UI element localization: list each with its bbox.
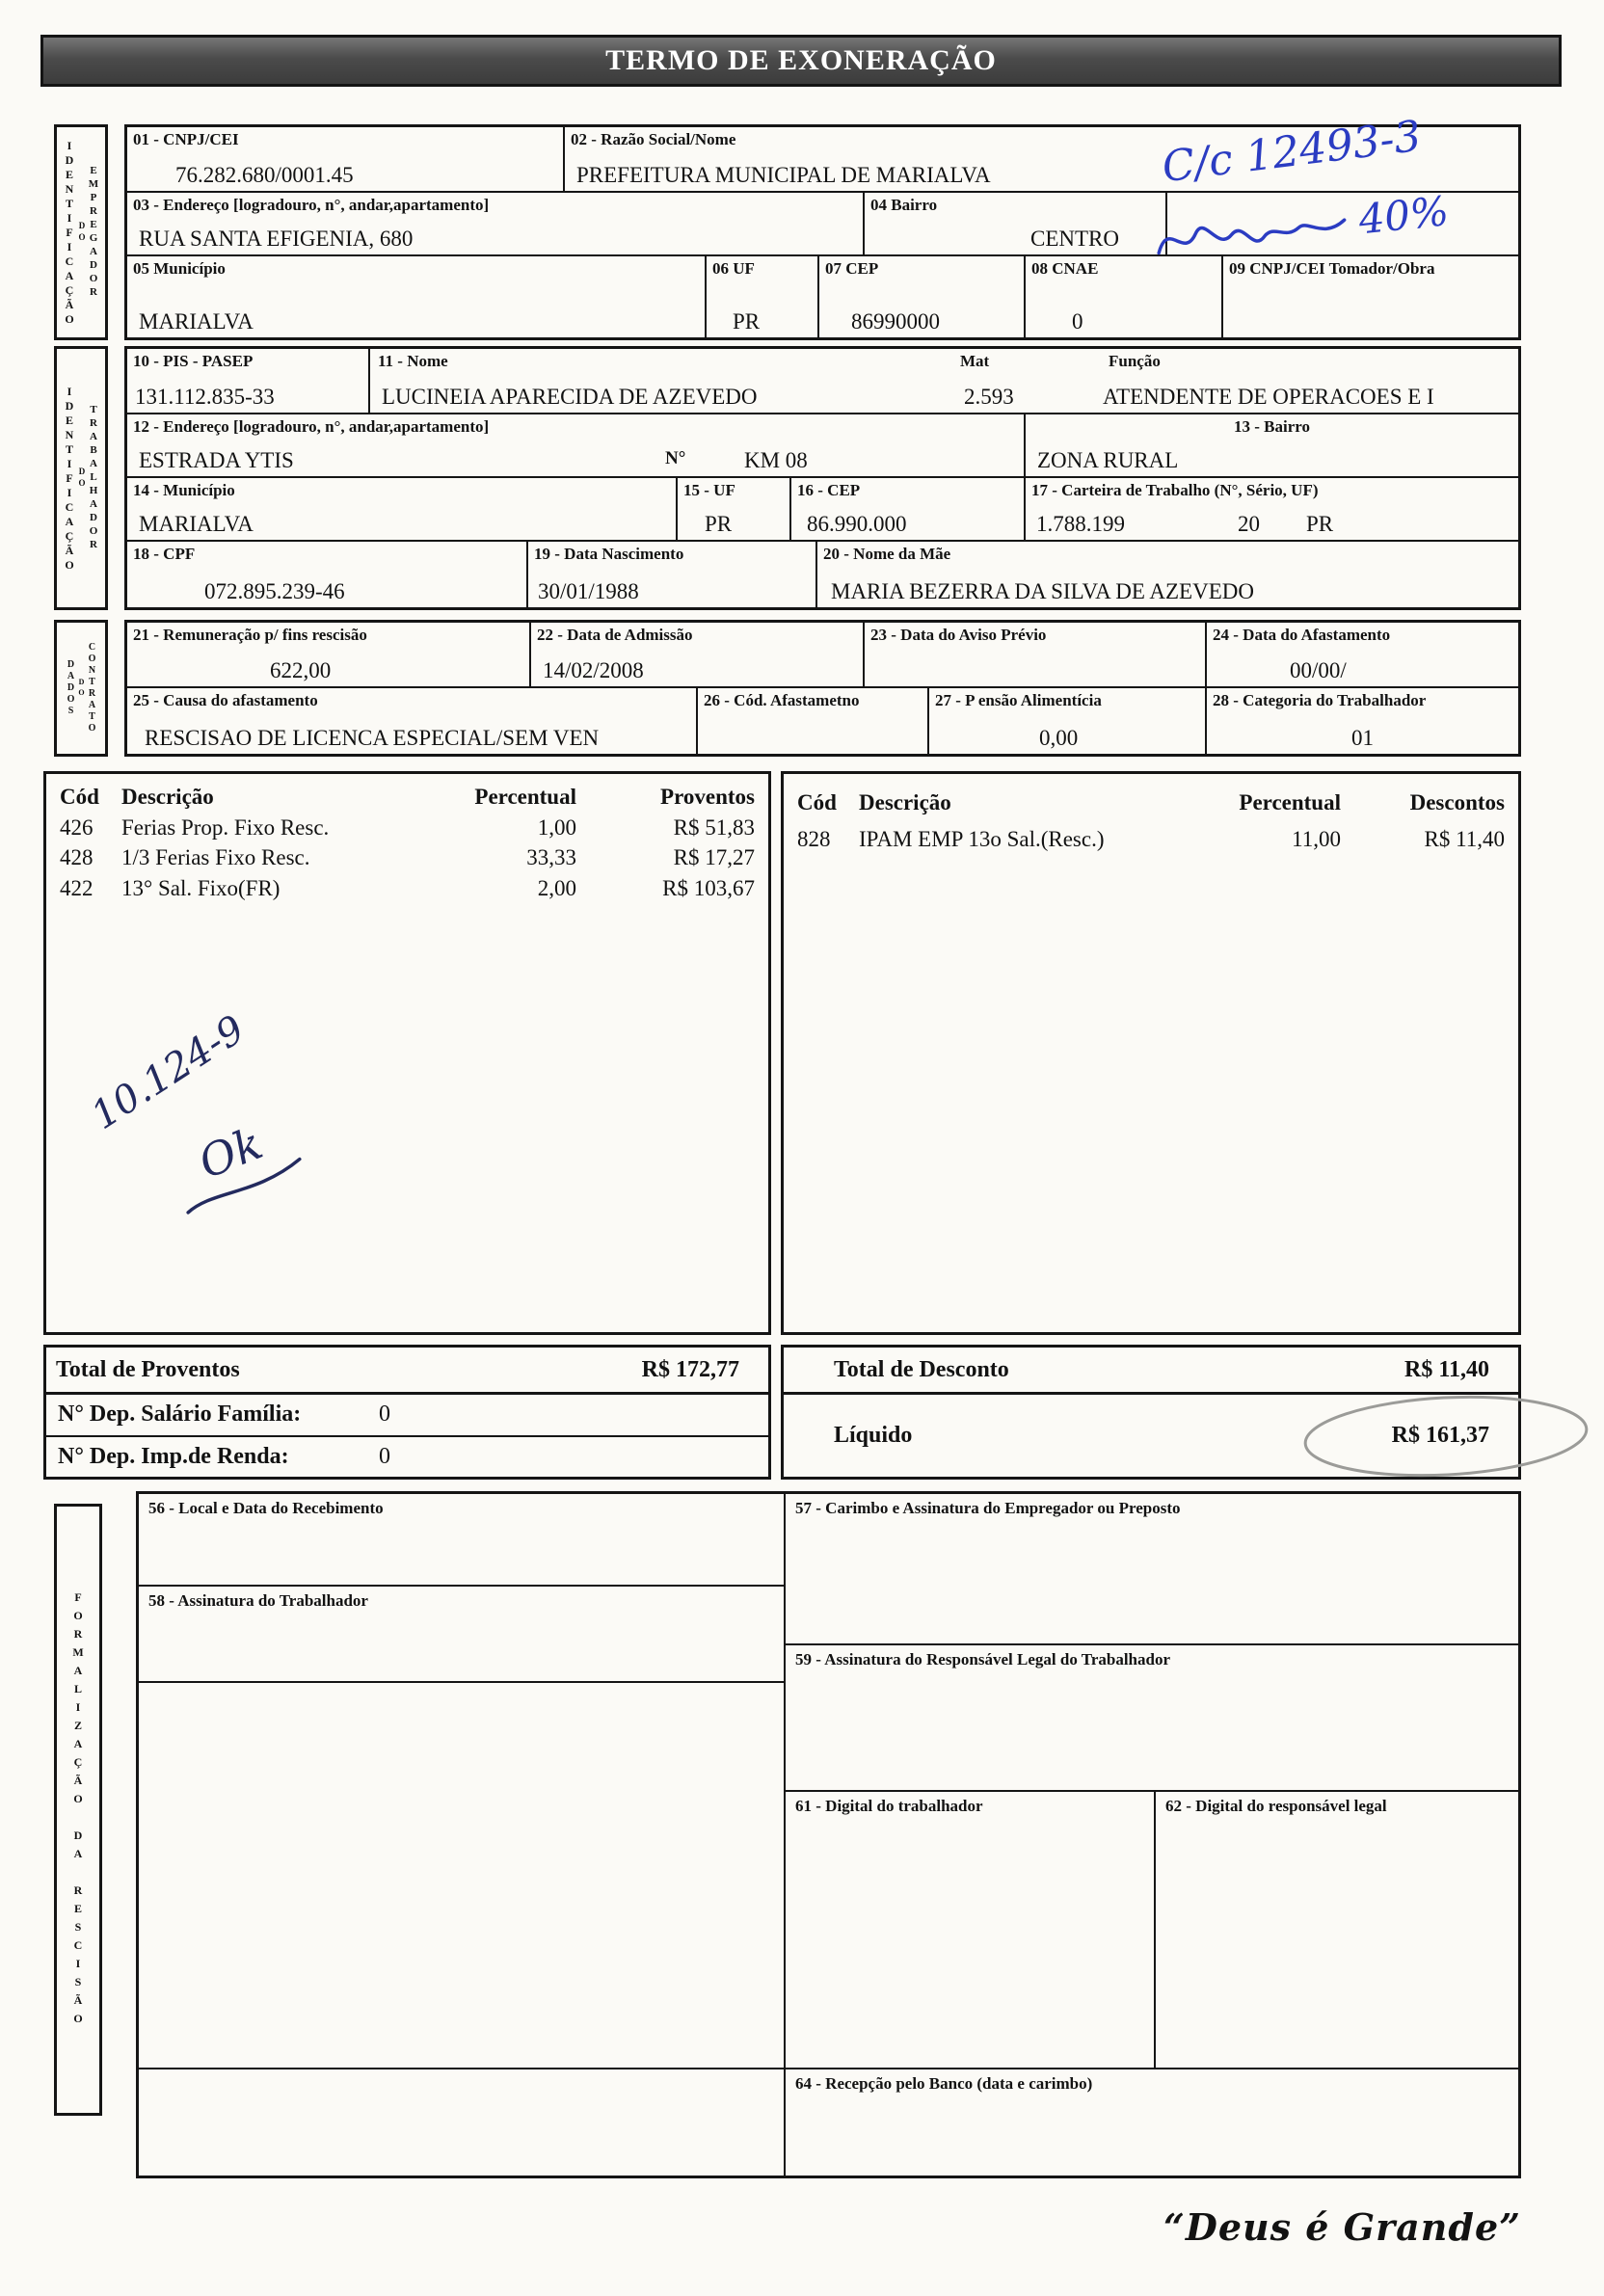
- handwritten-account-number: C/c 12493-3: [1159, 111, 1425, 193]
- field-03-value: RUA SANTA EFIGENIA, 680: [139, 226, 414, 251]
- field-09-label: 09 CNPJ/CEI Tomador/Obra: [1229, 259, 1435, 278]
- proventos-header-perc: Percentual: [474, 785, 576, 809]
- field-14-value: MARIALVA: [139, 511, 254, 536]
- field-24-label: 24 - Data do Afastamento: [1213, 626, 1391, 644]
- box-57-label: 57 - Carimbo e Assinatura do Empregador ou Preposto: [795, 1499, 1181, 1517]
- row-desc: 13° Sal. Fixo(FR): [121, 876, 281, 901]
- field-27-label: 27 - P ensão Alimentícia: [935, 691, 1102, 709]
- field-01-cnpj: [127, 127, 563, 191]
- field-08-label: 08 CNAE: [1031, 259, 1099, 278]
- field-28-value: 01: [1351, 725, 1374, 750]
- field-numero-value: KM 08: [744, 447, 808, 472]
- row-desc: IPAM EMP 13o Sal.(Resc.): [859, 826, 1105, 851]
- row-val: R$ 51,83: [673, 814, 755, 840]
- field-01-label: 01 - CNPJ/CEI: [133, 130, 239, 148]
- field-28-categoria: [1205, 688, 1518, 754]
- field-04-value: CENTRO: [1030, 226, 1119, 251]
- box-62-label: 62 - Digital do responsável legal: [1165, 1797, 1387, 1815]
- field-15-uf: [676, 478, 789, 540]
- formalizacao-side-label: [54, 1504, 102, 2116]
- field-21-label: 21 - Remuneração p/ fins rescisão: [133, 626, 367, 644]
- field-22-value: 14/02/2008: [543, 657, 644, 682]
- box-62-digital-responsavel: [1154, 1792, 1518, 2068]
- field-14-municipio: [127, 478, 676, 540]
- field-13-bairro: [1024, 414, 1518, 476]
- field-16-value: 86.990.000: [807, 511, 907, 536]
- row-cod: 426: [60, 814, 94, 840]
- field-26-value: [698, 750, 927, 754]
- row-val: R$ 11,40: [1424, 826, 1505, 851]
- field-06-value: PR: [733, 308, 761, 334]
- box-58-assinatura-trabalhador: [139, 1585, 784, 1681]
- field-12-endereco: [127, 414, 1024, 476]
- field-numero-label: N°: [665, 448, 686, 469]
- box-59-assinatura-responsavel: [786, 1643, 1518, 1790]
- total-proventos-label: Total de Proventos: [56, 1356, 240, 1382]
- formalizacao-right-column: [786, 1491, 1521, 2178]
- handwritten-ok-text: Ok: [191, 1116, 270, 1189]
- field-20-nome-mae: [815, 542, 1518, 607]
- worker-side-word: IDENTIFICAÇÃO: [63, 384, 76, 573]
- field-10-value: 131.112.835-33: [135, 384, 275, 409]
- field-15-label: 15 - UF: [683, 481, 735, 499]
- descontos-header-desc: Descrição: [859, 790, 951, 814]
- contract-side-word: DO: [77, 678, 86, 699]
- field-19-label: 19 - Data Nascimento: [534, 545, 684, 563]
- box-left-empty: [139, 1681, 784, 2068]
- field-18-cpf: [127, 542, 526, 607]
- field-05-label: 05 Município: [133, 259, 226, 278]
- worker-side-word: TRABALHADOR: [88, 404, 99, 552]
- field-mat-label: Mat: [960, 352, 990, 370]
- field-11-value: LUCINEIA APARECIDA DE AZEVEDO: [382, 384, 758, 409]
- field-07-cep: [817, 256, 1024, 337]
- descontos-header-cod: Cód: [797, 790, 837, 814]
- total-desconto-box: [781, 1345, 1521, 1395]
- worker-side-word: DO: [77, 467, 87, 490]
- field-28-label: 28 - Categoria do Trabalhador: [1213, 691, 1427, 709]
- field-17-carteira: [1024, 478, 1518, 540]
- box-56-label: 56 - Local e Data do Recebimento: [148, 1499, 384, 1517]
- field-04-bairro: [863, 193, 1165, 254]
- field-12-label: 12 - Endereço [logradouro, n°, andar,apartamento]: [133, 417, 490, 436]
- field-22-label: 22 - Data de Admissão: [537, 626, 693, 644]
- field-05-value: MARIALVA: [139, 308, 254, 334]
- row-cod: 828: [797, 826, 831, 851]
- box-64-label: 64 - Recepção pelo Banco (data e carimbo): [795, 2074, 1093, 2093]
- total-proventos-value: R$ 172,77: [641, 1356, 739, 1382]
- dep-salario-row: [46, 1395, 768, 1435]
- field-18-value: 072.895.239-46: [204, 578, 345, 603]
- field-01-value: 76.282.680/0001.45: [175, 162, 354, 187]
- liquido-value: R$ 161,37: [1391, 1423, 1489, 1448]
- field-27-pensao: [927, 688, 1205, 754]
- descontos-header-perc: Percentual: [1239, 790, 1341, 814]
- employer-side-word: EMPREGADOR: [88, 165, 99, 300]
- box-59-label: 59 - Assinatura do Responsável Legal do Trabalhador: [795, 1650, 1171, 1669]
- field-21-value: 622,00: [270, 657, 332, 682]
- descontos-header-row: [784, 788, 1518, 818]
- field-23-aviso: [863, 623, 1205, 686]
- field-10-label: 10 - PIS - PASEP: [133, 352, 254, 370]
- handwritten-code: 10.124-9: [83, 1006, 254, 1139]
- total-desconto-value: R$ 11,40: [1404, 1356, 1489, 1382]
- proventos-header-val: Proventos: [660, 785, 755, 809]
- row-perc: 1,00: [537, 814, 576, 840]
- field-25-label: 25 - Causa do afastamento: [133, 691, 318, 709]
- field-19-nascimento: [526, 542, 815, 607]
- row-cod: 422: [60, 876, 94, 901]
- worker-section: [124, 346, 1521, 610]
- field-06-uf: [705, 256, 817, 337]
- row-val: R$ 17,27: [673, 845, 755, 870]
- formalizacao-left-column: [136, 1491, 786, 2178]
- dep-renda-label: N° Dep. Imp.de Renda:: [58, 1443, 289, 1469]
- contract-section: [124, 620, 1521, 757]
- formalizacao-side-text: FORMALIZAÇÃO DA RESCISÃO: [71, 1589, 85, 2030]
- box-58-label: 58 - Assinatura do Trabalhador: [148, 1591, 368, 1610]
- field-18-label: 18 - CPF: [133, 545, 196, 563]
- table-row: [46, 842, 768, 873]
- dep-salario-value: 0: [379, 1402, 390, 1428]
- proventos-table: [43, 771, 771, 1335]
- row-cod: 428: [60, 845, 94, 870]
- dependents-box: [43, 1395, 771, 1480]
- digitals-row: [786, 1790, 1518, 2068]
- field-27-value: 0,00: [1039, 725, 1079, 750]
- footer-motto: “Deus é Grande”: [1163, 2205, 1521, 2249]
- field-09-value: [1223, 334, 1518, 337]
- field-05-municipio: [127, 256, 705, 337]
- field-16-cep: [789, 478, 1024, 540]
- field-17-numero: 1.788.199: [1036, 511, 1125, 536]
- row-perc: 33,33: [526, 845, 576, 870]
- field-24-value: 00/00/: [1290, 657, 1347, 682]
- employer-side-word: IDENTIFICAÇÃO: [63, 138, 76, 327]
- row-desc: Ferias Prop. Fixo Resc.: [121, 814, 330, 840]
- total-desconto-label: Total de Desconto: [834, 1356, 1009, 1382]
- field-04-label: 04 Bairro: [870, 196, 938, 214]
- total-proventos-box: [43, 1345, 771, 1395]
- field-19-value: 30/01/1988: [538, 578, 639, 603]
- row-val: R$ 103,67: [662, 876, 755, 901]
- field-23-value: [865, 682, 1205, 686]
- field-17-label: 17 - Carteira de Trabalho (N°, Sério, UF): [1031, 481, 1319, 499]
- field-02-label: 02 - Razão Social/Nome: [571, 130, 736, 148]
- contract-side-word: DADOS: [66, 659, 76, 717]
- employer-side-word: DO: [77, 221, 87, 244]
- employer-side-label: [54, 124, 108, 340]
- field-23-label: 23 - Data do Aviso Prévio: [870, 626, 1047, 644]
- row-desc: 1/3 Ferias Fixo Resc.: [121, 845, 310, 870]
- field-08-value: 0: [1072, 308, 1083, 334]
- field-20-label: 20 - Nome da Mãe: [823, 545, 951, 563]
- field-02-value: PREFEITURA MUNICIPAL DE MARIALVA: [576, 162, 991, 187]
- box-56-local-data: [139, 1494, 784, 1585]
- field-13-label: 13 - Bairro: [1233, 417, 1310, 436]
- liquido-box: [781, 1395, 1521, 1480]
- field-11-label: 11 - Nome: [378, 352, 448, 370]
- field-mat-value: 2.593: [964, 384, 1014, 409]
- worker-side-label: [54, 346, 108, 610]
- table-row: [784, 824, 1518, 855]
- proventos-header-desc: Descrição: [121, 785, 214, 809]
- field-21-remuneracao: [127, 623, 529, 686]
- handwritten-percent: 40%: [1356, 186, 1452, 244]
- field-10-pis: [127, 349, 368, 413]
- field-22-admissao: [529, 623, 863, 686]
- field-07-value: 86990000: [851, 308, 940, 334]
- field-08-cnae: [1024, 256, 1221, 337]
- descontos-table: [781, 771, 1521, 1335]
- field-13-value: ZONA RURAL: [1037, 447, 1179, 472]
- form-title: TERMO DE EXONERAÇÃO: [605, 44, 997, 76]
- field-03-label: 03 - Endereço [logradouro, n°, andar,apartamento]: [133, 196, 490, 214]
- table-row: [46, 873, 768, 904]
- table-row: [46, 813, 768, 843]
- box-61-label: 61 - Digital do trabalhador: [795, 1797, 983, 1815]
- contract-side-label: [54, 620, 108, 757]
- box-left-bottom-empty: [139, 2068, 784, 2176]
- field-11-nome: [368, 349, 1518, 413]
- field-06-label: 06 UF: [712, 259, 755, 278]
- field-funcao-value: ATENDENTE DE OPERACOES E I: [1103, 384, 1434, 409]
- field-funcao-label: Função: [1109, 352, 1161, 370]
- contract-side-word: CONTRATO: [87, 642, 97, 734]
- field-09-tomador: [1221, 256, 1518, 337]
- dep-renda-value: 0: [379, 1443, 390, 1469]
- row-perc: 11,00: [1292, 826, 1341, 851]
- field-26-cod-afastamento: [696, 688, 927, 754]
- field-03-endereco: [127, 193, 863, 254]
- proventos-header-cod: Cód: [60, 785, 99, 809]
- field-15-value: PR: [705, 511, 733, 536]
- field-26-label: 26 - Cód. Afastametno: [704, 691, 860, 709]
- field-20-value: MARIA BEZERRA DA SILVA DE AZEVEDO: [831, 578, 1254, 603]
- box-61-digital-trabalhador: [786, 1792, 1154, 2068]
- form-title-bar: [40, 35, 1562, 87]
- field-17-serie: 20: [1238, 511, 1260, 536]
- field-25-value: RESCISAO DE LICENCA ESPECIAL/SEM VEN: [145, 725, 600, 750]
- box-64-recepcao-banco: [786, 2068, 1518, 2176]
- field-14-label: 14 - Município: [133, 481, 235, 499]
- field-16-label: 16 - CEP: [797, 481, 861, 499]
- field-25-causa: [127, 688, 696, 754]
- field-24-afastamento: [1205, 623, 1518, 686]
- row-perc: 2,00: [537, 876, 576, 901]
- liquido-label: Líquido: [834, 1423, 913, 1448]
- dep-renda-row: [46, 1435, 768, 1478]
- descontos-header-val: Descontos: [1409, 790, 1505, 814]
- field-12-value: ESTRADA YTIS: [139, 447, 294, 472]
- field-07-label: 07 CEP: [825, 259, 879, 278]
- dep-salario-label: N° Dep. Salário Família:: [58, 1402, 302, 1428]
- proventos-header-row: [46, 782, 768, 813]
- field-17-uf: PR: [1306, 511, 1334, 536]
- box-57-carimbo-empregador: [786, 1494, 1518, 1643]
